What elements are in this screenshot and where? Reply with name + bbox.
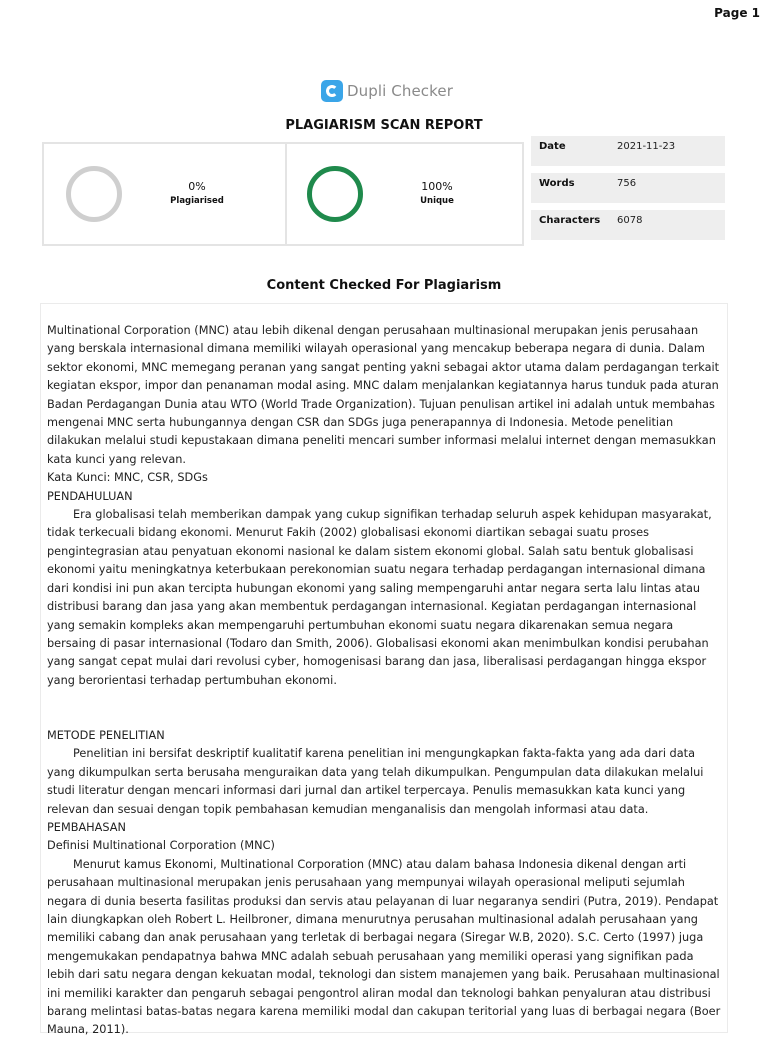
unique-stat bbox=[392, 180, 482, 206]
plagiarised-stat bbox=[152, 180, 242, 206]
plagiarised-label: Plagiarised bbox=[170, 196, 224, 206]
definition-paragraph: Menurut kamus Ekonomi, Multinational Corporation (MNC) atau dalam bahasa Indonesia dikenal dengan arti perusahaan multinasional merupakan jenis perusahaan yang mempunyai wilayah operasional meliputi sejumlah negara di dunia beserta fasilitas produksi dan servis atau pelayanan di luar negaranya sendiri (Putra, 2019). Pendapat lain diungkapkan oleh Robert L. Heilbroner, dimana menurutnya perusahan multinasional adalah perusahaan yang memiliki cabang dan anak perusahaan yang terletak di berbagai negara (Siregar W.B, 2020). S.C. Certo (1997) juga mengemukakan pendapatnya bahwa MNC adalah sebuah perusahaan yang memiliki operasi yang signifikan pada lebih dari satu negara dengan kekuatan modal, teknologi dan sistem manajemen yang baik. Perusahaan multinasional ini memiliki karakter dan pengaruh sebagai pengontrol aliran modal dan teknologi bahkan penyaluran atau distribusi barang melintasi batas-batas negara karena memiliki modal dan cakupan teritorial yang luas di berbagai negara (Boer Mauna, 2011). bbox=[47, 857, 721, 1037]
scan-divider bbox=[285, 144, 287, 244]
meta-row-characters bbox=[531, 210, 725, 240]
meta-row-date bbox=[531, 136, 725, 166]
intro-paragraph: Era globalisasi telah memberikan dampak yang cukup signifikan terhadap seluruh aspek kehidupan masyarakat, tidak terkecuali bidang ekonomi. Menurut Fakih (2002) globalisasi ekonomi diartikan sebagai suatu proses pengintegrasian atau penyatuan ekonomi nasional ke dalam sistem ekonomi global. Salah satu bentuk globalisasi ekonomi yaitu meningkatnya keterbukaan perekonomian suatu negara terhadap perdagangan internasional dimana dari kondisi ini pun akan tercipta hubungan ekonomi yang saling mempengaruhi antar negara serta lalu lintas atau distribusi barang dan jasa yang akan membentuk perdagangan internasional. Kegiatan perdagangan internasional yang semakin kompleks akan mempengaruhi pertumbuhan ekonomi suatu negara dikarenakan semua negara bersaing di pasar internasional (Todaro dan Smith, 2006). Globalisasi ekonomi akan menimbulkan kondisi perubahan yang sangat cepat mulai dari revolusi cyber, homogenisasi barang dan jasa, liberalisasi perdagangan hingga ekspor yang berorientasi terhadap pertumbuhan ekonomi. bbox=[47, 508, 712, 687]
section-heading-method: METODE PENELITIAN bbox=[47, 728, 165, 742]
scan-summary-box bbox=[42, 142, 524, 246]
meta-value: 2021-11-23 bbox=[617, 141, 676, 152]
plagiarised-percent: 0% bbox=[188, 180, 206, 193]
content-heading: Content Checked For Plagiarism bbox=[266, 278, 502, 293]
meta-row-words bbox=[531, 173, 725, 203]
keywords-line: Kata Kunci: MNC, CSR, SDGs bbox=[47, 471, 208, 485]
paragraph-gap bbox=[47, 690, 721, 727]
unique-ring-icon bbox=[307, 166, 363, 222]
dupli-checker-logo bbox=[321, 80, 453, 102]
section-heading-discussion: PEMBAHASAN bbox=[47, 820, 126, 834]
unique-percent: 100% bbox=[421, 180, 453, 193]
plagiarised-ring-icon bbox=[66, 166, 122, 222]
meta-value: 756 bbox=[617, 178, 637, 189]
page-number: Page 1 bbox=[714, 6, 760, 20]
subheading-definition: Definisi Multinational Corporation (MNC) bbox=[47, 839, 275, 853]
abstract-paragraph: Multinational Corporation (MNC) atau lebih dikenal dengan perusahaan multinasional merupakan jenis perusahaan yang berskala internasional dimana memiliki wilayah operasional yang mencakup beberapa negara di dunia. Dalam sektor ekonomi, MNC memegang peranan yang sangat penting yakni sebagai aktor utama dalam perdagangan terkait kegiatan ekspor, impor dan penanaman modal asing. MNC dalam menjalankan kegiatannya harus tunduk pada aturan Badan Perdagangan Dunia atau WTO (World Trade Organization). Tujuan penulisan artikel ini adalah untuk membahas mengenai MNC serta hubungannya dengan CSR dan SDGs juga penerapannya di Indonesia. Metode penelitian dilakukan melalui studi kepustakaan dimana peneliti mencari sumber informasi melalui internet dengan memasukkan kata kunci yang relevan. bbox=[47, 324, 720, 466]
section-heading-intro: PENDAHULUAN bbox=[47, 489, 133, 503]
dupli-checker-logo-icon bbox=[321, 80, 343, 102]
meta-key: Words bbox=[539, 178, 575, 189]
brand-name: Dupli Checker bbox=[347, 82, 453, 100]
meta-key: Characters bbox=[539, 215, 601, 226]
report-title: PLAGIARISM SCAN REPORT bbox=[285, 118, 483, 133]
meta-key: Date bbox=[539, 141, 566, 152]
unique-label: Unique bbox=[420, 196, 454, 206]
checked-content bbox=[47, 322, 721, 1040]
report-meta-table bbox=[531, 136, 725, 247]
method-paragraph: Penelitian ini bersifat deskriptif kualitatif karena penelitian ini mengungkapkan fakta-fakta yang ada dari data yang dikumpulkan serta berusaha menguraikan data yang telah dikumpulkan. Pengumpulan data dilakukan melalui studi literatur dengan mencari informasi dari jurnal dan artikel terpercaya. Penulis memasukkan kata kunci yang relevan dan sesuai dengan topik pembahasan kemudian menganalisis dan mengolah informasi atau data. bbox=[47, 747, 704, 816]
meta-value: 6078 bbox=[617, 215, 643, 226]
